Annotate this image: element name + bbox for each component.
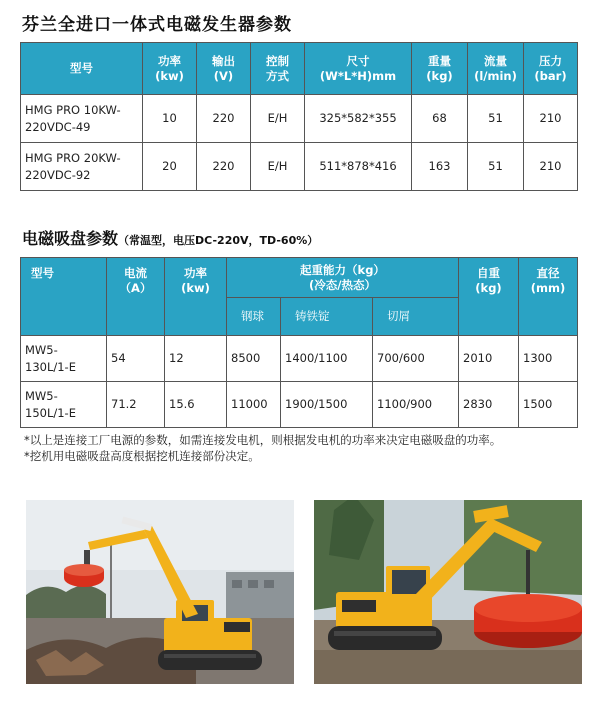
cell-power: 15.6 — [165, 382, 227, 428]
header-weight: 重量 (kg) — [412, 43, 468, 95]
header-lifting-capacity: 起重能力（kg） (冷态/热态） — [227, 258, 459, 298]
header-model: 型号 — [21, 43, 143, 95]
table-row — [21, 336, 578, 382]
header-current: 电流 （A） — [107, 258, 165, 336]
cell-current: 54 — [107, 336, 165, 382]
cell-control: E/H — [251, 143, 305, 191]
cell-weight: 163 — [412, 143, 468, 191]
header-power: 功率 (kw) — [165, 258, 227, 336]
cell-power: 12 — [165, 336, 227, 382]
cell-current: 71.2 — [107, 382, 165, 428]
generator-section-title: 芬兰全进口一体式电磁发生器参数 — [22, 15, 292, 35]
excavator-scrapyard-photo — [26, 500, 294, 684]
table-row — [21, 143, 578, 191]
cell-flow: 51 — [468, 143, 524, 191]
header-dimensions: 尺寸 (W*L*H)mm — [305, 43, 412, 95]
magnet-spec-table — [20, 257, 578, 428]
cell-pressure: 210 — [524, 95, 578, 143]
header-steel-ball: 钢球 — [227, 298, 281, 336]
header-cast-ingot: 铸铁锭 — [281, 298, 373, 336]
cell-power: 10 — [143, 95, 197, 143]
cell-diameter: 1500 — [519, 382, 578, 428]
cell-dimensions: 325*582*355 — [305, 95, 412, 143]
cell-flow: 51 — [468, 95, 524, 143]
cell-control: E/H — [251, 95, 305, 143]
cell-scrap: 700/600 — [373, 336, 459, 382]
header-flow: 流量 (l/min) — [468, 43, 524, 95]
cell-model: HMG PRO 10KW- 220VDC-49 — [21, 95, 143, 143]
cell-cast-ingot: 1400/1100 — [281, 336, 373, 382]
cell-model: HMG PRO 20KW- 220VDC-92 — [21, 143, 143, 191]
cell-model: MW5- 150L/1-E — [21, 382, 107, 428]
cell-power: 20 — [143, 143, 197, 191]
magnet-section-title — [22, 226, 318, 249]
excavator-magnet-photo — [314, 500, 582, 684]
cell-cast-ingot: 1900/1500 — [281, 382, 373, 428]
cell-output: 220 — [197, 143, 251, 191]
cell-diameter: 1300 — [519, 336, 578, 382]
magnet-title-note: （常温型，电压DC-220V，TD-60%） — [118, 234, 319, 247]
cell-output: 220 — [197, 95, 251, 143]
table-row — [21, 95, 578, 143]
cell-model: MW5- 130L/1-E — [21, 336, 107, 382]
cell-dimensions: 511*878*416 — [305, 143, 412, 191]
footnotes — [24, 432, 584, 464]
cell-steel-ball: 8500 — [227, 336, 281, 382]
header-weight: 自重 (kg) — [459, 258, 519, 336]
header-power: 功率 (kw) — [143, 43, 197, 95]
header-diameter: 直径 (mm) — [519, 258, 578, 336]
generator-header-row — [21, 43, 578, 95]
header-scrap: 切屑 — [373, 298, 459, 336]
cell-scrap: 1100/900 — [373, 382, 459, 428]
cell-pressure: 210 — [524, 143, 578, 191]
header-model: 型号 — [21, 258, 107, 336]
header-control: 控制 方式 — [251, 43, 305, 95]
table-row — [21, 382, 578, 428]
cell-weight: 2010 — [459, 336, 519, 382]
magnet-header-row — [21, 258, 578, 298]
cell-weight: 2830 — [459, 382, 519, 428]
footnote: *以上是连接工厂电源的参数，如需连接发电机，则根据发电机的功率来决定电磁吸盘的功率。 — [24, 433, 502, 447]
cell-steel-ball: 11000 — [227, 382, 281, 428]
generator-spec-table — [20, 42, 578, 191]
magnet-title-text: 电磁吸盘参数 — [22, 229, 119, 248]
cell-weight: 68 — [412, 95, 468, 143]
header-pressure: 压力 (bar) — [524, 43, 578, 95]
footnote: *挖机用电磁吸盘高度根据挖机连接部份决定。 — [24, 449, 260, 463]
header-output: 输出 (V) — [197, 43, 251, 95]
